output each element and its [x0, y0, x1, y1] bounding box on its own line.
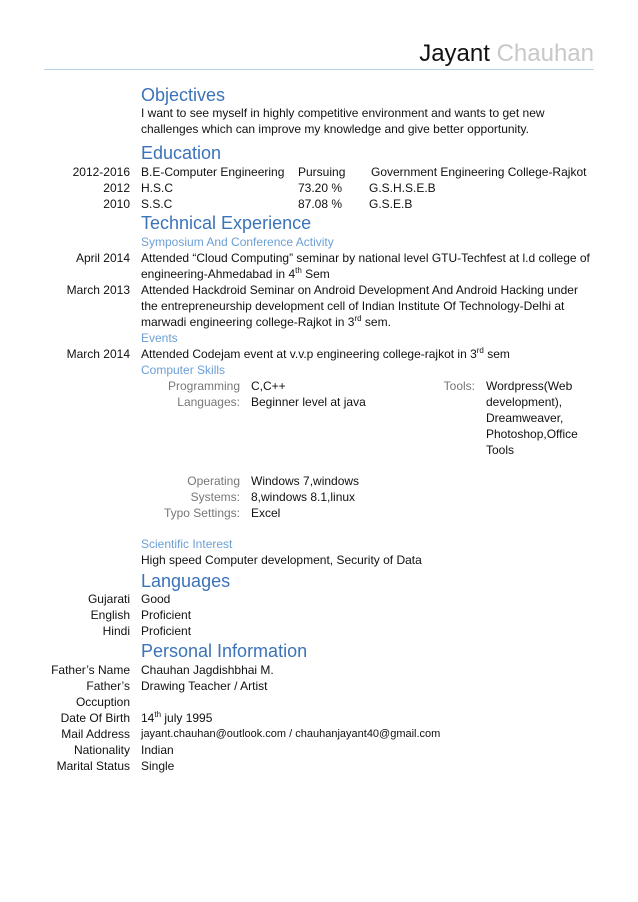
personal-value: Drawing Teacher / Artist — [141, 679, 268, 693]
language-name: Hindi — [102, 624, 130, 638]
skill-value: Wordpress(Web — [486, 379, 573, 393]
education-degree: S.S.C — [141, 197, 173, 211]
event-line: Attended Hackdroid Seminar on Android Development And Android Hacking under — [141, 283, 578, 297]
skill-label: Programming — [167, 379, 240, 393]
technical-heading: Technical Experience — [141, 213, 312, 233]
education-year: 2012 — [103, 181, 130, 195]
education-year: 2012-2016 — [72, 165, 130, 179]
language-level: Proficient — [141, 608, 192, 622]
personal-label: Father’s — [86, 679, 130, 693]
event-text: Sem — [301, 267, 330, 281]
skill-value: Photoshop,Office — [486, 427, 578, 441]
event-line — [141, 266, 330, 282]
event-text: marwadi engineering college-Rajkot in 3 — [141, 315, 355, 329]
superscript: th — [154, 710, 162, 719]
personal-value: Indian — [141, 743, 174, 757]
objectives-heading: Objectives — [141, 85, 226, 105]
language-level: Proficient — [141, 624, 192, 638]
skill-value: Windows 7,windows — [251, 474, 360, 488]
last-name: Chauhan — [496, 40, 594, 67]
skill-value: Excel — [251, 506, 281, 520]
objectives-text-line2: challenges which can improve my knowledge and give better opportunity. — [141, 122, 529, 136]
event-line: the entrepreneurship development cell of Indian Institute Of Technology-Delhi at — [141, 299, 565, 313]
personal-value — [141, 710, 212, 726]
education-heading: Education — [141, 143, 222, 163]
dob-text: 14 — [141, 711, 155, 725]
education-score: 73.20 % — [298, 181, 343, 195]
personal-value: Single — [141, 759, 175, 773]
personal-label: Nationality — [73, 743, 130, 757]
skill-label: Systems: — [190, 490, 240, 504]
personal-label: Date Of Birth — [60, 711, 130, 725]
event-line — [141, 346, 510, 362]
skill-label: Tools: — [443, 379, 475, 393]
personal-label: Father’s Name — [51, 663, 130, 677]
language-name: Gujarati — [87, 592, 130, 606]
superscript: th — [295, 266, 302, 275]
resume-name — [419, 40, 594, 68]
skill-value: Tools — [486, 443, 515, 457]
computer-skills-heading: Computer Skills — [141, 363, 226, 377]
personal-label: Occuption — [75, 695, 130, 709]
skill-value: C,C++ — [251, 379, 286, 393]
skill-value: Beginner level at java — [251, 395, 366, 409]
objectives-text-line1: I want to see myself in highly competitive environment and wants to get new — [141, 106, 545, 120]
education-institute: Government Engineering College-Rajkot — [371, 165, 587, 179]
event-text: engineering-Ahmedabad in 4 — [141, 267, 296, 281]
scientific-interest-text: High speed Computer development, Security of Data — [141, 553, 422, 567]
skill-value: development), — [486, 395, 563, 409]
event-line: Attended “Cloud Computing” seminar by national level GTU-Techfest at l.d college of — [141, 251, 590, 265]
events-heading: Events — [141, 331, 178, 345]
skill-label: Typo Settings: — [163, 506, 240, 520]
skill-label: Operating — [187, 474, 240, 488]
dob-text: july 1995 — [161, 711, 213, 725]
personal-label: Marital Status — [56, 759, 130, 773]
personal-label: Mail Address — [61, 727, 130, 741]
education-score: 87.08 % — [298, 197, 343, 211]
education-degree: H.S.C — [141, 181, 174, 195]
event-date: March 2013 — [66, 283, 130, 297]
header-divider — [44, 69, 594, 70]
languages-heading: Languages — [141, 571, 231, 591]
education-institute: G.S.E.B — [369, 197, 413, 211]
event-line — [141, 314, 391, 330]
event-text: Attended Codejam event at v.v.p engineering college-rajkot in 3 — [141, 347, 477, 361]
language-name: English — [90, 608, 130, 622]
event-text: sem. — [361, 315, 391, 329]
skill-value: 8,windows 8.1,linux — [251, 490, 356, 504]
personal-info-heading: Personal Information — [141, 641, 308, 661]
education-year: 2010 — [103, 197, 130, 211]
superscript: rd — [354, 314, 362, 323]
skill-value: Dreamweaver, — [486, 411, 564, 425]
education-degree: B.E-Computer Engineering — [141, 165, 285, 179]
education-score: Pursuing — [298, 165, 346, 179]
skill-label: Languages: — [177, 395, 240, 409]
event-date: April 2014 — [75, 251, 130, 265]
education-institute: G.S.H.S.E.B — [369, 181, 436, 195]
superscript: rd — [476, 346, 484, 355]
email-value[interactable]: jayant.chauhan@outlook.com / chauhanjayant40@gmail.com — [141, 728, 441, 740]
event-date: March 2014 — [66, 347, 130, 361]
symposium-heading: Symposium And Conference Activity — [141, 235, 334, 249]
scientific-interest-heading: Scientific Interest — [141, 537, 233, 551]
event-text: sem — [483, 347, 510, 361]
first-name: Jayant — [419, 40, 490, 67]
personal-value: Chauhan Jagdishbhai M. — [141, 663, 274, 677]
language-level: Good — [141, 592, 171, 606]
